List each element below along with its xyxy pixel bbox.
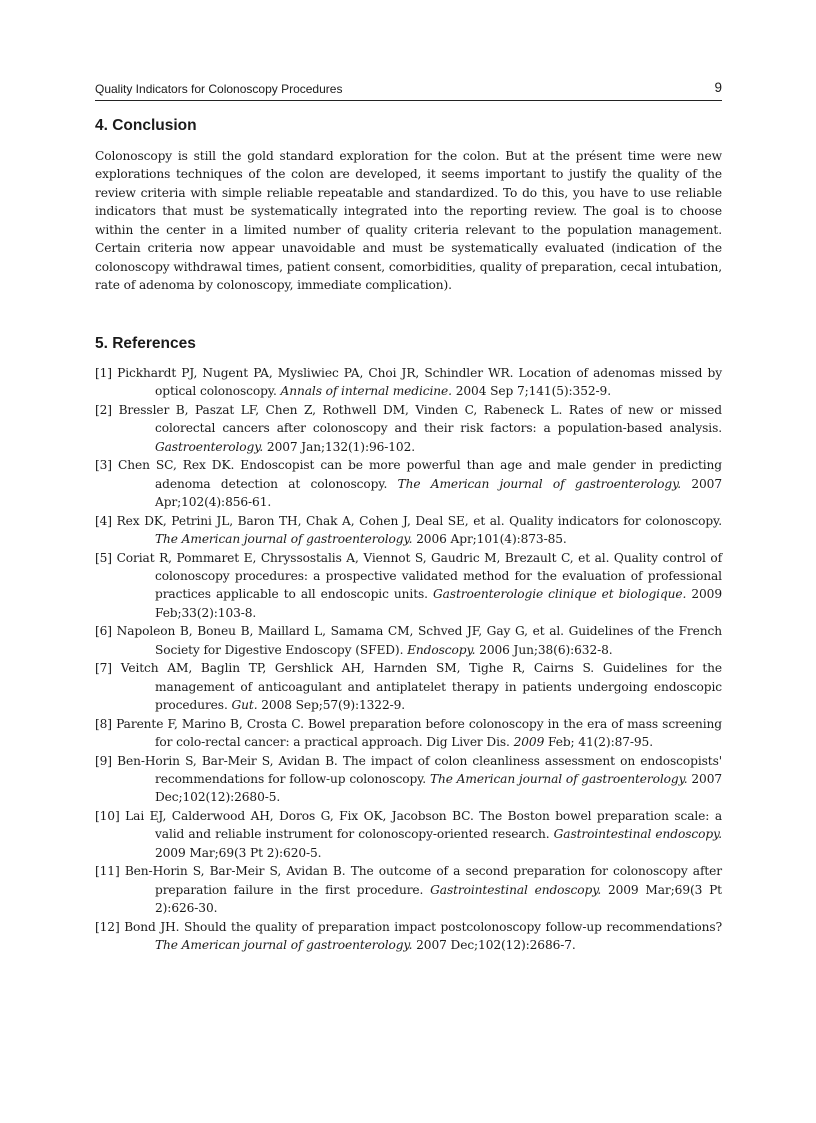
reference-item <box>95 715 722 752</box>
reference-journal: 2009 <box>513 735 545 750</box>
reference-text: Coriat R, Pommaret E, Chryssostalis A, Viennot S, Gaudric M, Brezault C, et al. Quality control of colonoscopy procedures: a prospective validated method for the evaluation of professional practices applicable to all endoscopic units. <box>116 550 722 602</box>
reference-text: Parente F, Marino B, Crosta C. Bowel preparation before colonoscopy in the era of mass screening for colo-rectal cancer: a practical approach. Dig Liver Dis. <box>116 716 722 750</box>
running-header <box>95 80 722 101</box>
reference-list <box>95 364 722 955</box>
reference-details: 2007 Apr;102(4):856-61. <box>155 476 722 510</box>
conclusion-paragraph: Colonoscopy is still the gold standard exploration for the colon. But at the présent time were new explorations techniques of the colon are developed, it seems important to justify the quality of the review criteria with simple reliable repeatable and standardized. To do this, you have to use reliable indicators that must be systematically integrated into the reporting review. The goal is to choose within the center in a limited number of quality criteria relevant to the population management. Certain criteria now appear unavoidable and must be systematically evaluated (indication of the colonoscopy withdrawal times, patient consent, comorbidities, quality of preparation, cecal intubation, rate of adenoma by colonoscopy, immediate complication). <box>95 149 722 293</box>
reference-item <box>95 364 722 401</box>
reference-text: Bressler B, Paszat LF, Chen Z, Rothwell DM, Vinden C, Rabeneck L. Rates of new or missed colorectal cancers after colonoscopy and their risk factors: a population-based analysis. <box>118 402 722 436</box>
running-title: Quality Indicators for Colonoscopy Procedures <box>95 82 343 96</box>
references-heading: 5. References <box>95 335 196 352</box>
reference-details: 2009 Mar;69(3 Pt 2):626-30. <box>155 882 722 916</box>
reference-journal: Gut. <box>231 698 258 713</box>
reference-label: [8] <box>95 716 112 731</box>
reference-item <box>95 622 722 659</box>
reference-item <box>95 401 722 456</box>
reference-text: Veitch AM, Baglin TP, Gershlick AH, Harnden SM, Tighe R, Cairns S. Guidelines for the management of anticoagulant and antiplatelet therapy in patients undergoing endoscopic procedures. <box>120 661 723 713</box>
reference-journal: The American journal of gastroenterology. <box>155 938 413 953</box>
reference-label: [10] <box>95 808 120 823</box>
reference-item <box>95 807 722 862</box>
reference-text: Napoleon B, Boneu B, Maillard L, Samama CM, Schved JF, Gay G, et al. Guidelines of the French Society for Digestive Endoscopy (SFED). <box>116 624 722 657</box>
reference-journal: Endoscopy. <box>407 642 476 657</box>
reference-item <box>95 456 722 511</box>
reference-text: Ben-Horin S, Bar-Meir S, Avidan B. The outcome of a second preparation for colonoscopy after preparation failure in the first procedure. <box>124 864 723 897</box>
reference-details: 2006 Jun;38(6):632-8. <box>479 642 613 657</box>
reference-item <box>95 862 722 917</box>
reference-item <box>95 549 722 623</box>
reference-label: [11] <box>95 864 120 879</box>
reference-details: 2007 Dec;102(12):2686-7. <box>416 938 576 953</box>
reference-journal: Annals of internal medicine. <box>280 384 452 399</box>
reference-label: [2] <box>95 402 112 417</box>
reference-journal: Gastroenterology. <box>155 439 264 454</box>
reference-text: Rex DK, Petrini JL, Baron TH, Chak A, Cohen J, Deal SE, et al. Quality indicators for colonoscopy. <box>116 513 722 528</box>
reference-details: 2006 Apr;101(4):873-85. <box>416 532 567 547</box>
reference-label: [9] <box>95 753 112 768</box>
reference-journal: Gastrointestinal endoscopy. <box>553 827 722 842</box>
reference-journal: Gastroenterologie clinique et biologique. <box>433 587 687 602</box>
reference-label: [12] <box>95 919 120 934</box>
reference-details: 2007 Dec;102(12):2680-5. <box>155 771 723 805</box>
reference-details: 2007 Jan;132(1):96-102. <box>266 439 416 454</box>
reference-text: Pickhardt PJ, Nugent PA, Mysliwiec PA, Choi JR, Schindler WR. Location of adenomas missed by optical colonoscopy. <box>117 366 722 399</box>
reference-label: [1] <box>95 366 112 380</box>
reference-details: 2008 Sep;57(9):1322-9. <box>261 698 406 713</box>
reference-label: [6] <box>95 624 112 639</box>
reference-details: 2004 Sep 7;141(5):352-9. <box>455 384 611 399</box>
reference-item <box>95 659 722 714</box>
reference-item <box>95 512 722 549</box>
reference-label: [4] <box>95 513 112 528</box>
reference-journal: The American journal of gastroenterology. <box>155 532 413 547</box>
reference-details: 2009 Feb;33(2):103-8. <box>155 587 722 620</box>
reference-item <box>95 752 722 807</box>
reference-journal: Gastrointestinal endoscopy. <box>430 882 602 897</box>
reference-text: Chen SC, Rex DK. Endoscopist can be more powerful than age and male gender in predicting adenoma detection at colonoscopy. <box>118 458 723 491</box>
reference-text: Lai EJ, Calderwood AH, Doros G, Fix OK, Jacobson BC. The Boston bowel preparation scale: a valid and reliable instrument for colonoscopy-oriented research. <box>125 808 722 842</box>
conclusion-heading: 4. Conclusion <box>95 117 197 134</box>
reference-item <box>95 918 722 955</box>
reference-details: Feb; 41(2):87-95. <box>548 735 653 750</box>
reference-label: [7] <box>95 661 112 676</box>
reference-label: [3] <box>95 458 112 473</box>
page-number: 9 <box>714 80 722 95</box>
reference-text: Ben-Horin S, Bar-Meir S, Avidan B. The impact of colon cleanliness assessment on endoscopists' recommendations for follow-up colonoscopy. <box>117 753 723 786</box>
reference-text: Bond JH. Should the quality of preparation impact postcolonoscopy follow-up recommendations? <box>124 919 722 934</box>
reference-journal: The American journal of gastroenterology. <box>429 771 688 786</box>
reference-journal: The American journal of gastroenterology. <box>397 476 682 491</box>
reference-details: 2009 Mar;69(3 Pt 2):620-5. <box>155 845 322 860</box>
reference-label: [5] <box>95 550 112 565</box>
